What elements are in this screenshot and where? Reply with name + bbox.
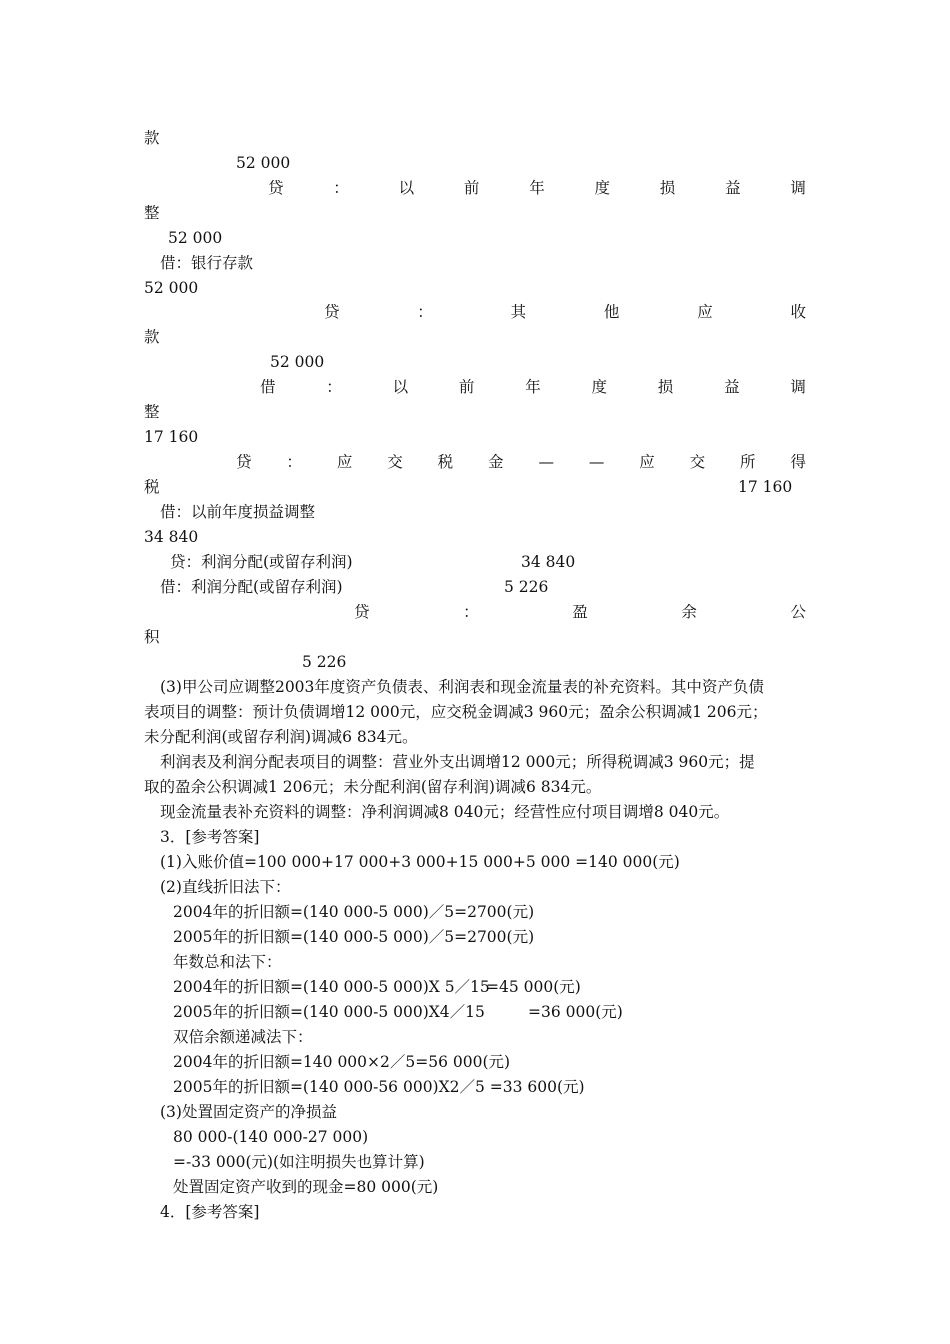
- paragraph-line: 未分配利润(或留存利润)调减6 834元。: [144, 728, 418, 746]
- journal-entry: 借：以前年度损益调整: [160, 503, 316, 521]
- spread-char: 盈: [572, 603, 588, 621]
- spread-char: 余: [681, 603, 697, 621]
- text-line: 整: [144, 204, 160, 222]
- spread-char: 收: [790, 303, 806, 321]
- formula-line: 处置固定资产收到的现金=80 000(元): [173, 1178, 439, 1196]
- spread-char: 贷: [324, 303, 340, 321]
- spread-char: 以: [398, 179, 415, 197]
- spread-char: ：: [463, 603, 479, 621]
- formula-line: 2005年的折旧额=(140 000-5 000)／5=2700(元): [173, 928, 535, 946]
- paragraph-line: (2)直线折旧法下：: [160, 878, 291, 896]
- amount: 17 160: [738, 478, 793, 496]
- spread-char: 其: [510, 303, 527, 321]
- spread-char: ：: [417, 303, 433, 321]
- spread-char: 调: [790, 378, 806, 396]
- formula-line: 2005年的折旧额=(140 000-56 000)X2／5 =33 600(元): [173, 1078, 585, 1096]
- paragraph-line: 年数总和法下：: [173, 953, 282, 971]
- spread-char: 损: [659, 179, 676, 197]
- amount: 17 160: [144, 428, 199, 446]
- spread-char: 贷: [354, 603, 370, 621]
- journal-entry: 借：银行存款: [160, 254, 254, 272]
- amount: 5 226: [302, 653, 347, 671]
- text-line: 整: [144, 403, 160, 421]
- paragraph-line: 双倍余额递减法下：: [173, 1028, 313, 1046]
- spread-line: [354, 602, 806, 622]
- spread-char: 交: [689, 453, 706, 471]
- spread-char: 前: [458, 378, 475, 396]
- paragraph-line: (3)甲公司应调整2003年度资产负债表、利润表和现金流量表的补充资料。其中资产负债: [160, 678, 764, 696]
- amount: 52 000: [270, 353, 325, 371]
- section-heading: 3．[参考答案]: [160, 828, 260, 846]
- paragraph-line: 表项目的调整：预计负债调增12 000元，应交税金调减3 960元；盈余公积调减1 206元；: [144, 703, 768, 721]
- spread-char: 所: [740, 453, 756, 471]
- formula-line: 2004年的折旧额=(140 000-5 000)X 5／15: [173, 978, 490, 996]
- section-heading: 4．[参考答案]: [160, 1203, 260, 1221]
- spread-char: ：: [333, 179, 349, 197]
- paragraph-line: 取的盈余公积调减1 206元；未分配利润(留存利润)调减6 834元。: [144, 778, 602, 796]
- spread-char: ：: [286, 453, 302, 471]
- spread-char: 应: [336, 453, 353, 471]
- amount: 5 226: [504, 578, 549, 596]
- spread-char: 借: [260, 378, 276, 396]
- spread-char: —: [588, 453, 605, 471]
- spread-char: 度: [591, 378, 607, 396]
- spread-char: 度: [594, 179, 610, 197]
- amount: 52 000: [168, 229, 223, 247]
- formula-result: =36 000(元): [528, 1003, 623, 1021]
- formula-result: =45 000(元): [486, 978, 581, 996]
- text-line: 款: [144, 129, 160, 147]
- text-line: 款: [144, 328, 160, 346]
- journal-entry: 贷：利润分配(或留存利润): [170, 553, 353, 571]
- spread-char: 年: [525, 378, 541, 396]
- spread-char: 得: [790, 453, 806, 471]
- spread-char: 税: [437, 453, 454, 471]
- spread-line: [236, 452, 806, 472]
- spread-char: 调: [790, 179, 806, 197]
- text-line: 积: [144, 628, 160, 646]
- spread-char: 公: [790, 603, 806, 621]
- spread-char: 益: [725, 179, 741, 197]
- spread-char: ：: [326, 378, 342, 396]
- spread-char: 交: [387, 453, 403, 471]
- spread-char: —: [538, 453, 554, 471]
- formula-line: 2004年的折旧额=140 000×2／5=56 000(元): [173, 1053, 511, 1071]
- spread-char: 金: [488, 453, 504, 471]
- spread-char: 损: [657, 378, 674, 396]
- spread-line: [324, 302, 806, 322]
- formula-line: 2004年的折旧额=(140 000-5 000)／5=2700(元): [173, 903, 535, 921]
- spread-char: 应: [697, 303, 713, 321]
- amount: 34 840: [144, 528, 199, 546]
- spread-char: 应: [639, 453, 655, 471]
- text-line: 税: [144, 478, 160, 496]
- spread-char: 以: [392, 378, 409, 396]
- paragraph-line: (1)入账价值=100 000+17 000+3 000+15 000+5 000 =140 000(元): [160, 853, 680, 871]
- amount: 34 840: [521, 553, 576, 571]
- spread-line: [268, 178, 806, 198]
- formula-line: =-33 000(元)(如注明损失也算计算): [173, 1153, 425, 1171]
- paragraph-line: 现金流量表补充资料的调整：净利润调减8 040元；经营性应付项目调增8 040元。: [160, 803, 730, 821]
- amount: 52 000: [236, 154, 291, 172]
- spread-char: 益: [724, 378, 740, 396]
- journal-entry: 借：利润分配(或留存利润): [160, 578, 343, 596]
- spread-char: 他: [603, 303, 620, 321]
- spread-char: 年: [529, 179, 545, 197]
- spread-char: 贷: [268, 179, 284, 197]
- paragraph-line: (3)处置固定资产的净损益: [160, 1103, 337, 1121]
- paragraph-line: 利润表及利润分配表项目的调整：营业外支出调增12 000元；所得税调减3 960元；提: [160, 753, 755, 771]
- spread-line: [260, 377, 806, 397]
- spread-char: 前: [463, 179, 480, 197]
- formula-line: 2005年的折旧额=(140 000-5 000)X4／15: [173, 1003, 485, 1021]
- spread-char: 贷: [236, 453, 252, 471]
- formula-line: 80 000-(140 000-27 000): [173, 1128, 369, 1146]
- amount: 52 000: [144, 279, 199, 297]
